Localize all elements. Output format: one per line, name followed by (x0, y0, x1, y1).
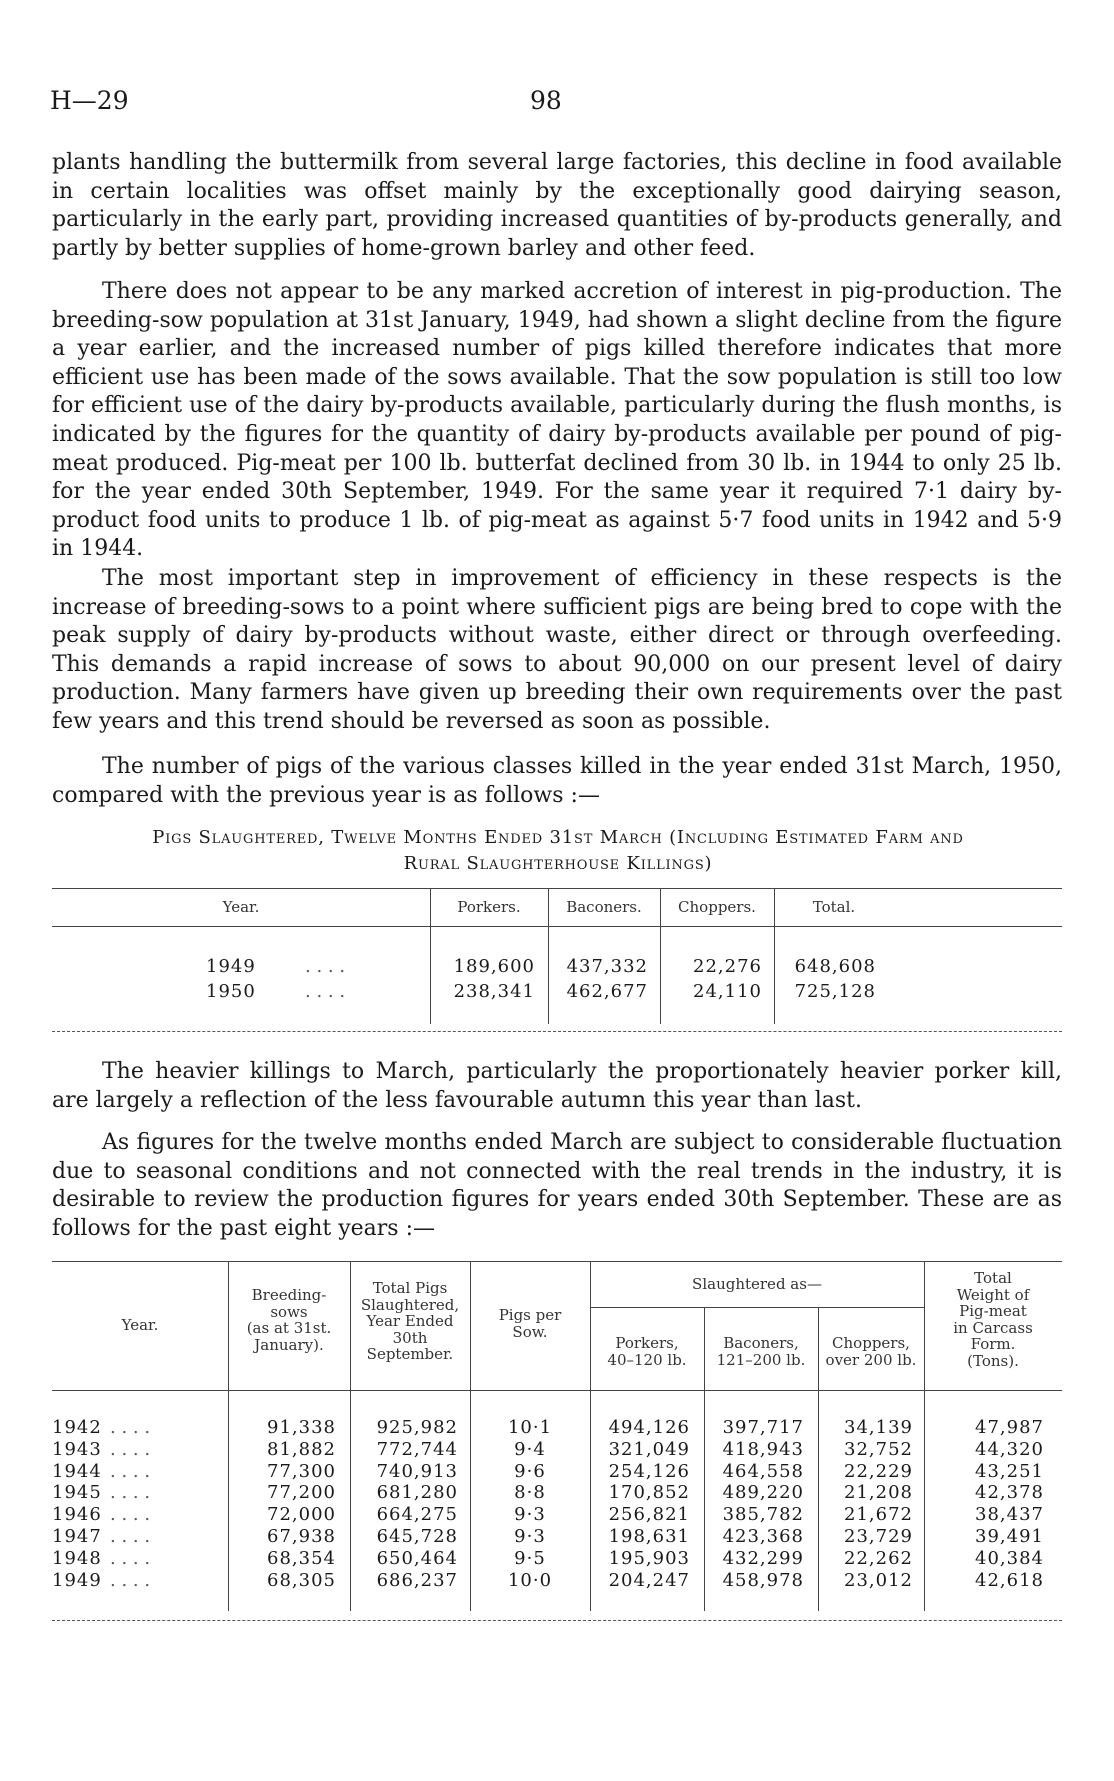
table1-porkers: 238,341 (453, 981, 535, 1002)
header-line: Total Pigs (372, 1279, 448, 1297)
table2-leaders: . . . . (110, 1504, 151, 1526)
header-line: Porkers, (615, 1334, 679, 1352)
paragraph-1: plants handling the buttermilk from several large factories, this decline in food available in certain localities was offset mainly by the exceptionally good dairying season, particularly in the early part, providing increased quantities of by-products generally, and partly by better supplies of home-grown barley and other feed. (52, 150, 1062, 261)
header-line: over 200 lb. (825, 1350, 917, 1369)
table2-per-sow: 9·3 (514, 1504, 546, 1526)
table2-sows: 68,305 (267, 1569, 336, 1591)
header-line: Baconers, (723, 1334, 799, 1352)
table2-sows: 72,000 (267, 1504, 336, 1526)
table2-baconers: 464,558 (722, 1460, 804, 1482)
table2-porkers: 198,631 (608, 1526, 690, 1547)
table2-weight: 42,618 (975, 1569, 1044, 1591)
table1-top-rule (52, 888, 1062, 889)
table1-total: 648,608 (794, 956, 876, 977)
header-line: Slaughtered, (360, 1295, 460, 1314)
table2-porkers: 204,247 (608, 1569, 690, 1591)
table2-group-rule (590, 1307, 924, 1308)
table2-baconers: 423,368 (722, 1526, 804, 1547)
table2-choppers: 21,208 (844, 1482, 913, 1504)
table2-per-sow: 9·4 (514, 1438, 546, 1460)
table2-total: 664,275 (376, 1504, 458, 1526)
table2-per-sow: 9·6 (514, 1460, 546, 1482)
table2-choppers: 34,139 (844, 1417, 913, 1438)
table2-porkers: 195,903 (608, 1547, 690, 1569)
header-line: Pig-meat (959, 1302, 1027, 1320)
table2-sows: 68,354 (267, 1547, 336, 1569)
table1-header-choppers: Choppers. (678, 898, 756, 916)
header-line: Choppers, (832, 1334, 910, 1352)
table2-choppers: 23,012 (844, 1569, 913, 1591)
header-line: Sow. (512, 1322, 548, 1341)
paragraph-5: The heavier killings to March, particularly the proportionately heavier porker kill, are largely a reflection of the less favourable autumn this year than last. (52, 1059, 1062, 1113)
table2-sows: 81,882 (267, 1438, 336, 1460)
header-line: (as at 31st. (246, 1319, 332, 1337)
table2-porkers: 321,049 (608, 1438, 690, 1460)
table2-porkers: 256,821 (608, 1504, 690, 1526)
paragraph-4: The number of pigs of the various classes killed in the year ended 31st March, 1950, compared with the previous year is as follows :— (52, 754, 1062, 808)
table1-caption-line1: Pigs Slaughtered, Twelve Months Ended 31st March (Including Estimated Farm and (152, 827, 964, 848)
table2-leaders: . . . . (110, 1460, 151, 1482)
header-line: (Tons). (967, 1351, 1019, 1370)
table1-choppers: 22,276 (693, 956, 762, 977)
table2-year: 1945 (52, 1482, 102, 1504)
table2-per-sow: 8·8 (514, 1482, 546, 1504)
table2-total: 650,464 (376, 1547, 458, 1569)
table2-header-per-sow (470, 1307, 590, 1340)
table2-total: 740,913 (376, 1460, 458, 1482)
table2-total: 645,728 (376, 1526, 458, 1547)
table2-baconers: 385,782 (722, 1504, 804, 1526)
table1-total: 725,128 (794, 981, 876, 1002)
table1-header-total: Total. (812, 898, 856, 916)
table2-bottom-rule (52, 1620, 1062, 1621)
table2-weight: 47,987 (975, 1417, 1044, 1438)
header-line: sows (270, 1302, 308, 1321)
table2-per-sow: 9·3 (514, 1526, 546, 1547)
table2-header-porkers (590, 1335, 704, 1368)
table1-porkers: 189,600 (453, 956, 535, 977)
table2-weight: 38,437 (975, 1504, 1044, 1526)
table2-weight: 42,378 (975, 1482, 1044, 1504)
table2-per-sow: 10·1 (507, 1417, 553, 1438)
table1-bottom-rule (52, 1031, 1062, 1032)
table2-leaders: . . . . (110, 1569, 151, 1591)
table2-header-rule (52, 1390, 1062, 1391)
header-line: January). (254, 1335, 324, 1354)
header-line: September. (366, 1345, 454, 1363)
table2-porkers: 170,852 (608, 1482, 690, 1504)
page-number: 98 (530, 86, 562, 115)
table1-header-year: Year. (222, 898, 260, 916)
table1-baconers: 462,677 (566, 981, 648, 1002)
table1-year: 1949 (206, 956, 256, 977)
table1-baconers: 437,332 (566, 956, 648, 977)
header-line: Total (974, 1269, 1012, 1287)
table2-porkers: 494,126 (608, 1417, 690, 1438)
table2-sows: 91,338 (267, 1417, 336, 1438)
header-line: 30th (392, 1328, 428, 1347)
table2-leaders: . . . . (110, 1482, 151, 1504)
table2-leaders: . . . . (110, 1526, 151, 1547)
header-line: in Carcass (953, 1318, 1033, 1337)
table1-leaders: . . . . (305, 981, 346, 1002)
table1-header-porkers: Porkers. (457, 898, 521, 916)
table1-caption-line2: Rural Slaughterhouse Killings) (403, 853, 713, 874)
table2-weight: 44,320 (975, 1438, 1044, 1460)
table2-year: 1943 (52, 1438, 102, 1460)
table2-year: 1949 (52, 1569, 102, 1591)
table2-year: 1947 (52, 1526, 102, 1547)
table2-baconers: 418,943 (722, 1438, 804, 1460)
table2-header-choppers (818, 1335, 924, 1368)
table1-leaders: . . . . (305, 956, 346, 977)
table1-choppers: 24,110 (693, 981, 762, 1002)
table2-total: 686,237 (376, 1569, 458, 1591)
paragraph-2: There does not appear to be any marked accretion of interest in pig-production. The breeding-sow population at 31st January, 1949, had shown a slight decline from the figure a year earlier, and the increased number of pigs killed therefore indicates that more efficient use has been made of the sows available. That the sow population is still too low for efficient use of the dairy by-products available, particularly during the flush months, is indicated by the figures for the quantity of dairy by-products available per pound of pig-meat produced. Pig-meat per 100 lb. butterfat declined from 30 lb. in 1944 to only 25 lb. for the year ended 30th September, 1949. For the same year it required 7·1 dairy by-product food units to produce 1 lb. of pig-meat as against 5·7 food units in 1942 and 5·9 in 1944. (52, 279, 1062, 562)
page-header-code: H—29 (50, 86, 129, 115)
table2-year: 1944 (52, 1460, 102, 1482)
paragraph-6: As figures for the twelve months ended March are subject to considerable fluctuation due to seasonal conditions and not connected with the real trends in the industry, it is desirable to review the production figures for years ended 30th September. These are as follows for the past eight years :— (52, 1130, 1062, 1241)
header-line: Weight of (956, 1285, 1030, 1304)
table2-header-year: Year. (121, 1316, 159, 1334)
header-line: Year Ended (366, 1312, 454, 1330)
table2-sows: 67,938 (267, 1526, 336, 1547)
table2-header-sows (228, 1287, 350, 1353)
table2-leaders: . . . . (110, 1417, 151, 1438)
table1-header-baconers: Baconers. (566, 898, 642, 916)
table2-baconers: 458,978 (722, 1569, 804, 1591)
table2-baconers: 397,717 (722, 1417, 804, 1438)
header-line: 121–200 lb. (716, 1350, 806, 1369)
table2-top-rule (52, 1261, 1062, 1262)
table2-total: 772,744 (376, 1438, 458, 1460)
table2-choppers: 22,262 (844, 1547, 913, 1569)
table2-choppers: 23,729 (844, 1526, 913, 1547)
table1-header-rule (52, 926, 1062, 927)
table2-total: 681,280 (376, 1482, 458, 1504)
table2-year: 1946 (52, 1504, 102, 1526)
table2-header-baconers (704, 1335, 818, 1368)
table2-weight: 39,491 (975, 1526, 1044, 1547)
header-line: 40–120 lb. (607, 1350, 687, 1369)
table2-year: 1948 (52, 1547, 102, 1569)
table2-choppers: 32,752 (844, 1438, 913, 1460)
table2-sows: 77,300 (267, 1460, 336, 1482)
header-line: Form. (970, 1335, 1016, 1353)
table2-choppers: 21,672 (844, 1504, 913, 1526)
table2-porkers: 254,126 (608, 1460, 690, 1482)
table2-leaders: . . . . (110, 1438, 151, 1460)
table2-weight: 40,384 (975, 1547, 1044, 1569)
table2-per-sow: 10·0 (507, 1569, 553, 1591)
table2-header-slaughtered: Slaughtered as— (692, 1275, 822, 1293)
header-line: Pigs per (498, 1306, 562, 1324)
table2-baconers: 489,220 (722, 1482, 804, 1504)
table2-header-weight (924, 1270, 1062, 1369)
table2-leaders: . . . . (110, 1547, 151, 1569)
table1-year: 1950 (206, 981, 256, 1002)
table2-baconers: 432,299 (722, 1547, 804, 1569)
table2-total: 925,982 (376, 1417, 458, 1438)
header-line: Breeding- (251, 1286, 327, 1304)
table2-header-total (350, 1280, 470, 1363)
table2-sows: 77,200 (267, 1482, 336, 1504)
table2-choppers: 22,229 (844, 1460, 913, 1482)
table2-year: 1942 (52, 1417, 102, 1438)
table2-weight: 43,251 (975, 1460, 1044, 1482)
table2-per-sow: 9·5 (514, 1547, 546, 1569)
paragraph-3: The most important step in improvement of efficiency in these respects is the increase of breeding-sows to a point where sufficient pigs are being bred to cope with the peak supply of dairy by-products without waste, either direct or through overfeeding. This demands a rapid increase of sows to about 90,000 on our present level of dairy production. Many farmers have given up breeding their own requirements over the past few years and this trend should be reversed as soon as possible. (52, 566, 1062, 734)
